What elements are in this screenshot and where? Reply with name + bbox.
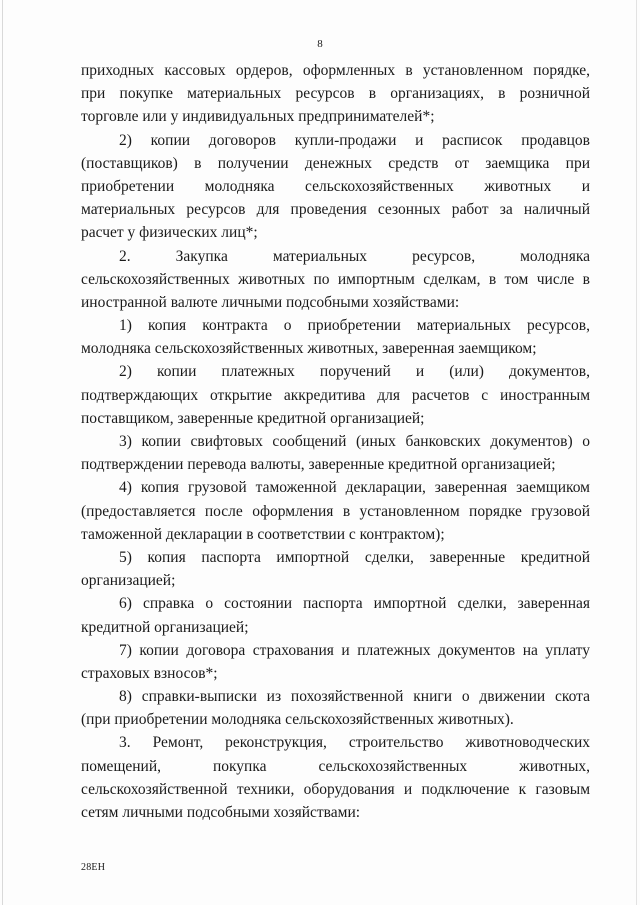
document-body <box>81 59 590 824</box>
text-line: кредитной организацией; <box>81 618 249 636</box>
text-line: таможенной декларации в соответствии с контрактом); <box>81 525 445 543</box>
text-line: материальных ресурсов для проведения сезонных работ за наличный <box>81 201 590 219</box>
text-line: 7) копии договора страхования и платежных документов на уплату <box>119 641 590 659</box>
text-line: организацией; <box>81 572 176 590</box>
text-line: 2. Закупка материальных ресурсов, молодняка <box>119 247 590 265</box>
text-line: торговле или у индивидуальных предпринимателей*; <box>81 108 435 126</box>
text-line: 1) копия контракта о приобретении материальных ресурсов, <box>119 317 590 335</box>
text-line: 3. Ремонт, реконструкция, строительство животноводческих <box>119 734 590 752</box>
text-line: 6) справка о состоянии паспорта импортной сделки, заверенная <box>119 595 590 613</box>
text-line: расчет у физических лиц*; <box>81 224 258 242</box>
scan-edge-left <box>2 0 3 905</box>
text-line: страховых взносов*; <box>81 664 218 682</box>
text-line: сетям личными подсобными хозяйствами: <box>81 804 361 821</box>
text-line: 2) копии договоров купли-продажи и расписок продавцов <box>119 131 590 149</box>
text-line: сельскохозяйственных животных по импортным сделкам, в том числе в <box>81 270 590 288</box>
text-line: 8) справки-выписки из похозяйственной книги о движении скота <box>119 688 590 706</box>
footer-code: 28ЕН <box>81 862 106 873</box>
text-line: подтверждении перевода валюты, заверенные кредитной организацией; <box>81 456 556 474</box>
text-line: молодняка сельскохозяйственных животных, заверенная заемщиком; <box>81 340 537 358</box>
text-line: сельскохозяйственной техники, оборудования и подключение к газовым <box>81 780 590 798</box>
text-line: (предоставляется после оформления в установленном порядке грузовой <box>81 502 590 520</box>
text-line: (при приобретении молодняка сельскохозяйственных животных). <box>81 711 514 729</box>
text-line: приобретении молодняка сельскохозяйственных животных и <box>81 177 590 195</box>
page-number: 8 <box>317 38 323 50</box>
text-line: 5) копия паспорта импортной сделки, заверенные кредитной <box>119 548 590 566</box>
text-line: 4) копия грузовой таможенной декларации, заверенная заемщиком <box>119 479 590 497</box>
text-line: иностранной валюте личными подсобными хозяйствами: <box>81 293 460 311</box>
text-line: при покупке материальных ресурсов в организациях, в розничной <box>81 85 590 103</box>
scan-edge-right <box>636 0 637 905</box>
text-line: подтверждающих открытие аккредитива для расчетов с иностранным <box>81 386 590 404</box>
text-line: (поставщиков) в получении денежных средств от заемщика при <box>81 154 590 172</box>
text-line: приходных кассовых ордеров, оформленных в установленном порядке, <box>81 62 590 79</box>
text-line: 3) копии свифтовых сообщений (иных банковских документов) о <box>119 433 590 450</box>
text-line: поставщиком, заверенные кредитной организацией; <box>81 409 425 427</box>
text-line: 2) копии платежных поручений и (или) документов, <box>119 363 590 381</box>
text-line: помещений, покупка сельскохозяйственных животных, <box>81 757 590 775</box>
